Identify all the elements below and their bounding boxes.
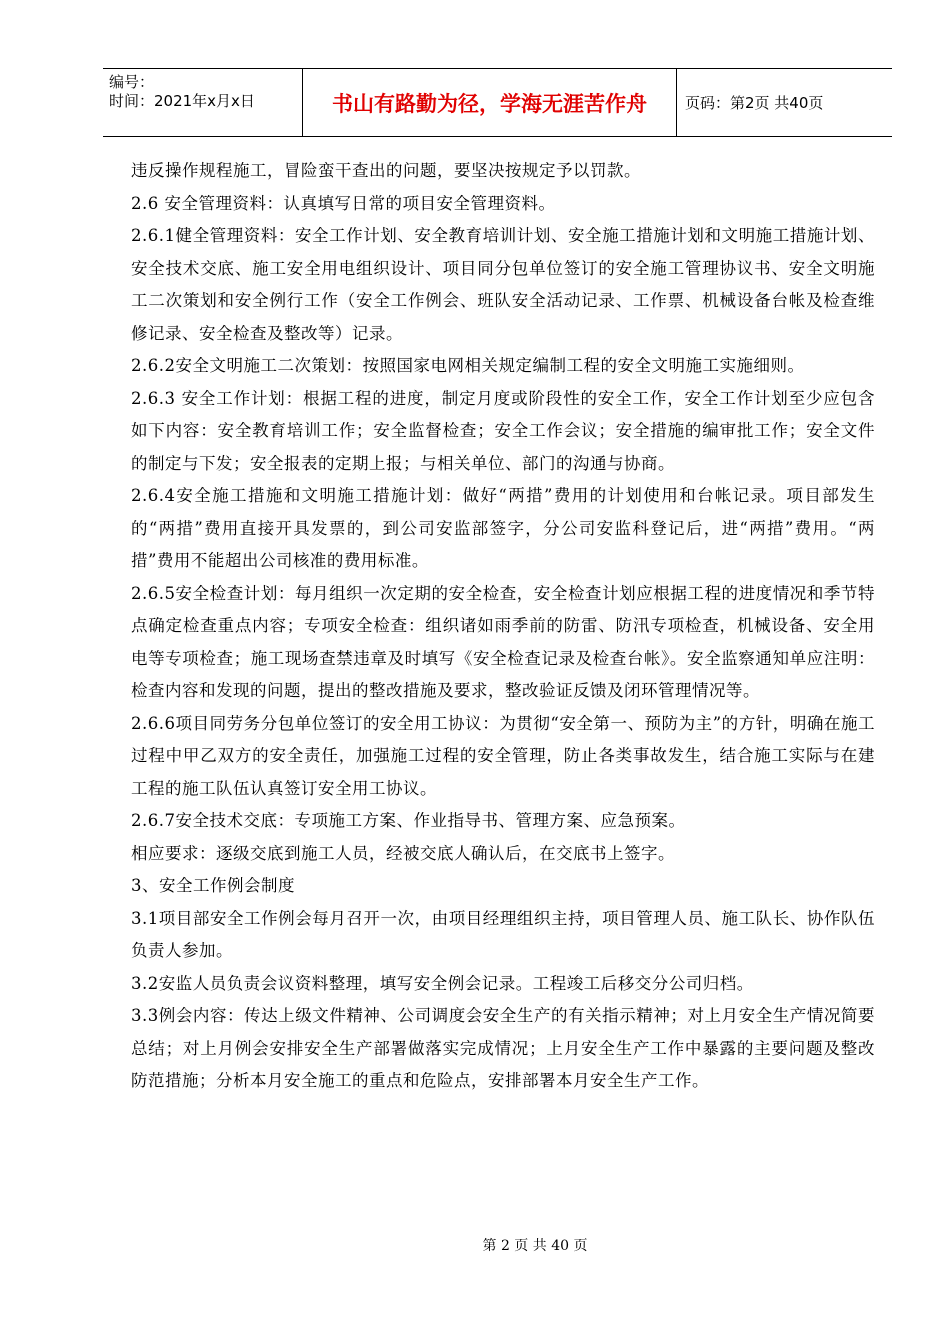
body-paragraph: 2.6.2安全文明施工二次策划：按照国家电网相关规定编制工程的安全文明施工实施细则。 (131, 356, 805, 375)
body-paragraph: 违反操作规程施工，冒险蛮干查出的问题，要坚决按规定予以罚款。 (131, 161, 641, 180)
body-paragraph: 2.6.1健全管理资料：安全工作计划、安全教育培训计划、安全施工措施计划和文明施工措施计划、安全技术交底、施工安全用电组织设计、项目同分包单位签订的安全施工管理协议书、安全文明施工二次策划和安全例行工作（安全工作例会、班队安全活动记录、工作票、机械设备台帐及检查维修记录、安全检查及整改等）记录。 (131, 226, 875, 343)
body-paragraph: 2.6.7安全技术交底：专项施工方案、作业指导书、管理方案、应急预案。 (131, 811, 686, 830)
body-paragraph: 3.3例会内容：传达上级文件精神、公司调度会安全生产的有关指示精神；对上月安全生产情况简要总结；对上月例会安排安全生产部署做落实完成情况；上月安全生产工作中暴露的主要问题及整改防范措施；分析本月安全施工的重点和危险点，安排部署本月安全生产工作。 (131, 1006, 875, 1090)
document-number-label: 编号： (109, 73, 155, 91)
body-paragraph: 相应要求：逐级交底到施工人员，经被交底人确认后，在交底书上签字。 (131, 843, 675, 863)
header-motto: 书山有路勤为径，学海无涯苦作舟 (303, 69, 677, 136)
body-paragraph: 2.6.3 安全工作计划：根据工程的进度，制定月度或阶段性的安全工作，安全工作计划至少应包含如下内容：安全教育培训工作；安全监督检查；安全工作会议；安全措施的编审批工作；安全文件的制定与下发；安全报表的定期上报；与相关单位、部门的沟通与协商。 (131, 388, 875, 473)
header-page-number: 页码：第2页 共40页 (685, 94, 824, 112)
body-paragraph: 2.6.6项目同劳务分包单位签订的安全用工协议：为贯彻“安全第一、预防为主”的方针，明确在施工过程中甲乙双方的安全责任，加强施工过程的安全管理，防止各类事故发生，结合施工实际与在建工程的施工队伍认真签订安全用工协议。 (131, 713, 875, 798)
document-body (131, 155, 875, 1098)
header-meta-cell (103, 69, 303, 136)
body-paragraph: 2.6.5安全检查计划：每月组织一次定期的安全检查，安全检查计划应根据工程的进度情况和季节特点确定检查重点内容；专项安全检查：组织诸如雨季前的防雷、防汛专项检查，机械设备、安全用电等专项检查；施工现场查禁违章及时填写《安全检查记录及检查台帐》。安全监察通知单应注明：检查内容和发现的问题，提出的整改措施及要求，整改验证反馈及闭环管理情况等。 (131, 583, 875, 700)
page-footer: 第 2 页 共 40 页 (482, 1238, 588, 1254)
page-header (103, 68, 892, 137)
body-paragraph: 3.2安监人员负责会议资料整理，填写安全例会记录。工程竣工后移交分公司归档。 (131, 973, 754, 993)
document-date: 时间：2021年x月x日 (109, 92, 255, 110)
section-heading: 3、安全工作例会制度 (131, 876, 295, 895)
body-paragraph: 2.6.4安全施工措施和文明施工措施计划：做好“两措”费用的计划使用和台帐记录。项目部发生的“两措”费用直接开具发票的，到公司安监部签字，分公司安监科登记后，进“两措”费用。“两措”费用不能超出公司核准的费用标准。 (131, 486, 875, 570)
body-paragraph: 2.6 安全管理资料：认真填写日常的项目安全管理资料。 (131, 193, 556, 213)
body-paragraph: 3.1项目部安全工作例会每月召开一次，由项目经理组织主持，项目管理人员、施工队长、协作队伍负责人参加。 (131, 908, 875, 960)
